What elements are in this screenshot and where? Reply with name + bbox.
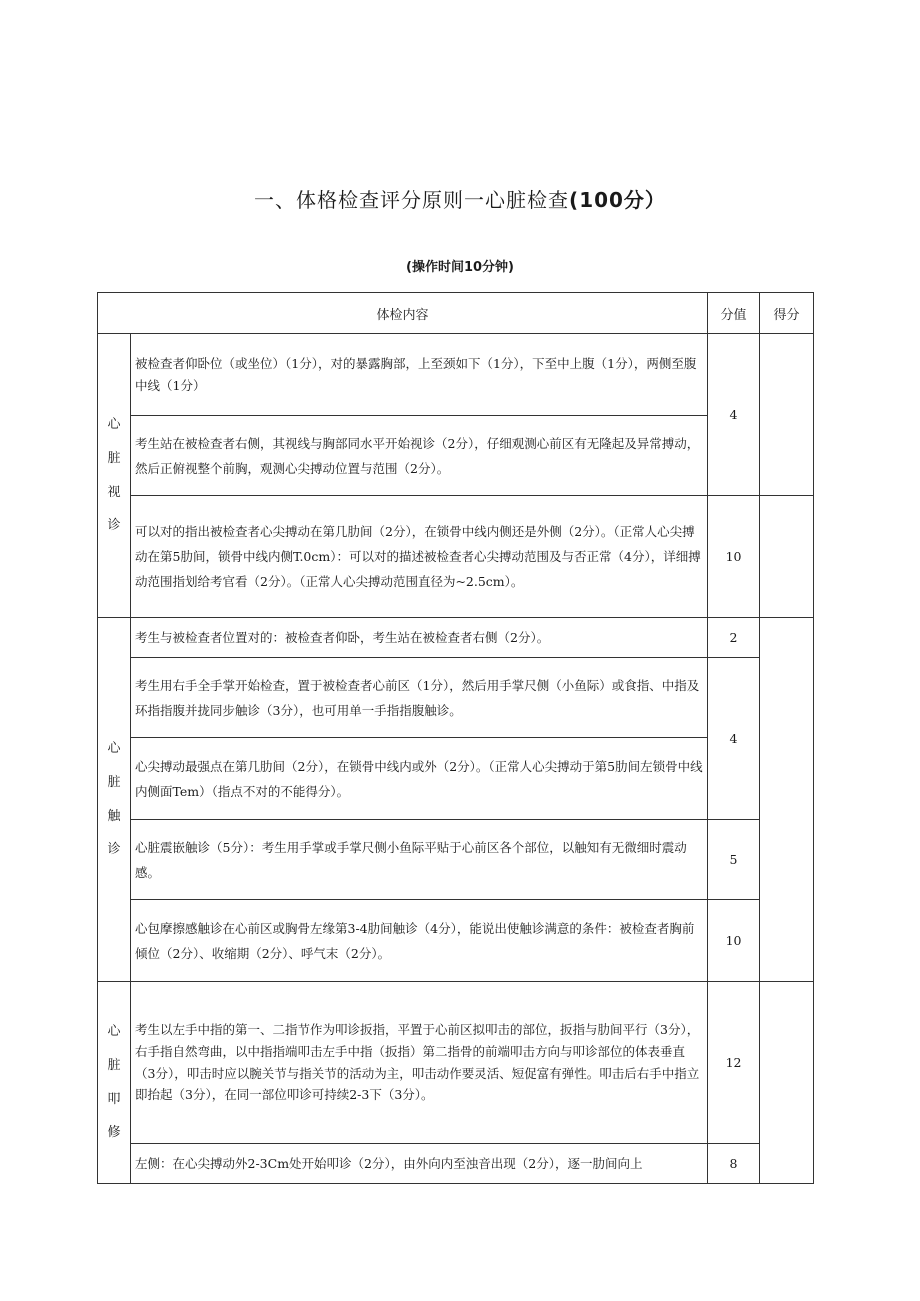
row-got[interactable] — [760, 334, 814, 496]
row-content: 可以对的指出被检查者心尖搏动在第几肋间（2分），在锁骨中线内侧还是外侧（2分）。（正常人心尖搏动在第5肋间，锁骨中线内侧T.0cm）：可以对的描述被检查者心尖搏动范围及与否正常（4分），详细搏动范围指划给考官看（2分）。（正常人心尖搏动范围直径为~2.5cm）。 — [131, 496, 708, 618]
title-text: 一、体格检查评分原则一心脏检查 — [254, 188, 570, 212]
table-row — [98, 496, 814, 618]
category-char: 诊 — [107, 518, 121, 534]
category-palpation — [98, 618, 131, 982]
header-score: 分值 — [708, 293, 760, 334]
subtitle: (操作时间10分钟) — [406, 260, 514, 275]
header-row — [98, 293, 814, 334]
category-char: 诊 — [107, 842, 121, 858]
category-inspection — [98, 334, 131, 618]
row-score: 10 — [708, 496, 760, 618]
row-content: 被检查者仰卧位（或坐位）（1分），对的暴露胸部，上至颈如下（1分），下至中上腹（1分），两侧至腹中线（1分） — [131, 334, 708, 416]
table-row — [98, 738, 814, 820]
table-row — [98, 618, 814, 658]
row-content: 考生站在被检查者右侧，其视线与胸部同水平开始视诊（2分），仔细观测心前区有无隆起及异常搏动，然后正俯视整个前胸，观测心尖搏动位置与范围（2分）。 — [131, 416, 708, 496]
table-row — [98, 982, 814, 1144]
row-score: 12 — [708, 982, 760, 1144]
category-char: 心 — [107, 416, 121, 432]
row-content: 考生以左手中指的第一、二指节作为叩诊扳指，平置于心前区拟叩击的部位，扳指与肋间平行（3分），右手指自然弯曲，以中指指端叩击左手中指（扳指）第二指骨的前端叩击方向与叩诊部位的体表垂直（3分），叩击时应以腕关节与指关节的活动为主，叩击动作要灵活、短促富有弹性。叩击后右手中指立即抬起（3分），在同一部位叩诊可持续2-3下（3分）。 — [131, 982, 708, 1144]
category-char: 脏 — [107, 774, 121, 790]
category-char: 心 — [107, 740, 121, 756]
category-char: 触 — [107, 808, 121, 824]
row-score: 5 — [708, 820, 760, 900]
header-got: 得分 — [760, 293, 814, 334]
category-char: 叩 — [107, 1091, 121, 1107]
row-content: 考生用右手全手掌开始检查，置于被检查者心前区（1分），然后用手掌尺侧（小鱼际）或食指、中指及环指指腹并拢同步触诊（3分），也可用单一手指指腹触诊。 — [131, 658, 708, 738]
row-got[interactable] — [760, 982, 814, 1184]
table-row — [98, 820, 814, 900]
row-content: 左侧：在心尖搏动外2-3Cm处开始叩诊（2分），由外向内至浊音出现（2分），逐一肋间向上 — [131, 1144, 708, 1184]
table-row — [98, 1144, 814, 1184]
row-content: 心包摩擦感触诊在心前区或胸骨左缘第3-4肋间触诊（4分），能说出使触诊满意的条件：被检查者胸前倾位（2分）、收缩期（2分）、呼气末（2分）。 — [131, 900, 708, 982]
scoring-table — [97, 292, 814, 1184]
row-score: 4 — [708, 658, 760, 820]
row-score: 4 — [708, 334, 760, 496]
category-char: 修 — [107, 1125, 121, 1141]
category-char: 脏 — [107, 1057, 121, 1073]
category-percussion — [98, 982, 131, 1184]
table-row — [98, 416, 814, 496]
row-content: 心尖搏动最强点在第几肋间（2分），在锁骨中线内或外（2分）。（正常人心尖搏动于第5肋间左锁骨中线内侧面Tem）（指点不对的不能得分）。 — [131, 738, 708, 820]
row-got[interactable] — [760, 496, 814, 618]
row-score: 10 — [708, 900, 760, 982]
header-content: 体检内容 — [98, 293, 708, 334]
row-content: 心脏震嵌触诊（5分）：考生用手掌或手掌尺侧小鱼际平贴于心前区各个部位，以触知有无微细时震动感。 — [131, 820, 708, 900]
table-row — [98, 658, 814, 738]
page-title — [0, 184, 920, 213]
row-got[interactable] — [760, 618, 814, 982]
title-points: (100分） — [569, 188, 666, 212]
table-row — [98, 334, 814, 416]
table-row — [98, 900, 814, 982]
row-score: 8 — [708, 1144, 760, 1184]
row-content: 考生与被检查者位置对的：被检查者仰卧，考生站在被检查者右侧（2分）。 — [131, 618, 708, 658]
row-score: 2 — [708, 618, 760, 658]
category-char: 心 — [107, 1023, 121, 1039]
category-char: 视 — [107, 484, 121, 500]
category-char: 脏 — [107, 450, 121, 466]
